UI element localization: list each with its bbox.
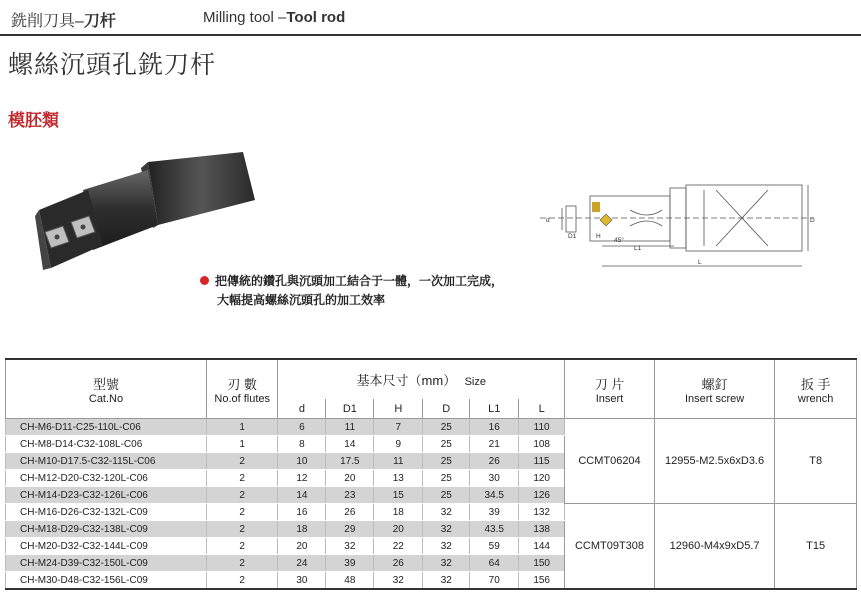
- col-header-D: D: [423, 399, 470, 418]
- wrench-cell: T15: [775, 504, 857, 590]
- note-line-2: 大幅提高螺絲沉頭孔的加工效率: [217, 293, 386, 307]
- bullet-dot-icon: [200, 276, 209, 285]
- dim-L-label: L: [698, 259, 702, 266]
- col-header-d: d: [278, 399, 326, 418]
- table-row: CH-M6-D11-C25-110L-C06 1 6 11 7 25 16 110 CCMT06204 12955-M2.5x6xD3.6 T8: [6, 419, 857, 436]
- wrench-cell: T8: [775, 419, 857, 504]
- table-row: CH-M18-D29-C32-138L-C09 2 18 29 20 32 43.5 138: [6, 521, 857, 538]
- table-row: CH-M30-D48-C32-156L-C09 2 30 48 32 32 70 156: [6, 572, 857, 590]
- page-title: 螺絲沉頭孔銑刀杆: [8, 51, 217, 79]
- dim-D-label: D: [810, 217, 815, 224]
- tool-dimension-drawing: [538, 180, 818, 272]
- insert-cell: CCMT06204: [565, 419, 655, 504]
- insert-cell: CCMT09T308: [565, 504, 655, 590]
- table-row: CH-M10-D17.5-C32-115L-C06 2 10 17.5 11 25 26 115: [6, 453, 857, 470]
- col-header-cat: 型號 Cat.No: [6, 359, 207, 419]
- table-row: CH-M14-D23-C32-126L-C06 2 14 23 15 25 34.5 126: [6, 487, 857, 504]
- dim-H-label: H: [596, 233, 601, 240]
- spec-table: [5, 358, 857, 590]
- col-header-size: 基本尺寸（mm） Size: [278, 359, 565, 399]
- header-category-cn: 銑削刀具–刀杆: [11, 13, 116, 30]
- col-header-insert: 刀 片 Insert: [565, 359, 655, 419]
- feature-note: [200, 272, 503, 310]
- col-header-flutes: 刃 數 No.of flutes: [207, 359, 278, 419]
- table-row: CH-M20-D32-C32-144L-C09 2 20 32 22 32 59 144: [6, 538, 857, 555]
- screw-cell: 12955-M2.5x6xD3.6: [654, 419, 774, 504]
- header-rule: [0, 34, 861, 36]
- col-header-screw: 螺釘 Insert screw: [654, 359, 774, 419]
- dim-d-label: d: [546, 217, 550, 224]
- col-header-L: L: [519, 399, 565, 418]
- col-header-H: H: [374, 399, 423, 418]
- section-subtitle: 模胚類: [8, 111, 59, 130]
- col-header-D1: D1: [326, 399, 374, 418]
- col-header-L1: L1: [470, 399, 519, 418]
- table-row: CH-M24-D39-C32-150L-C09 2 24 39 26 32 64 150: [6, 555, 857, 572]
- page-header: [0, 0, 861, 36]
- note-line-1: 把傳統的鑽孔與沉頭加工結合于一體，一次加工完成，: [215, 274, 504, 288]
- tool-photo: [33, 150, 263, 275]
- header-category-en: Milling tool –Tool rod: [203, 9, 346, 26]
- col-header-wrench: 扳 手 wrench: [775, 359, 857, 419]
- dim-L1-label: L1: [634, 245, 642, 252]
- table-row: CH-M8-D14-C32-108L-C06 1 8 14 9 25 21 108: [6, 436, 857, 453]
- screw-cell: 12960-M4x9xD5.7: [654, 504, 774, 590]
- table-row: CH-M16-D26-C32-132L-C09 2 16 26 18 32 39 132 CCMT09T308 12960-M4x9xD5.7 T15: [6, 504, 857, 521]
- table-row: CH-M12-D20-C32-120L-C06 2 12 20 13 25 30 120: [6, 470, 857, 487]
- dim-angle-label: 45°: [614, 237, 624, 244]
- dim-D1-label: D1: [568, 233, 577, 240]
